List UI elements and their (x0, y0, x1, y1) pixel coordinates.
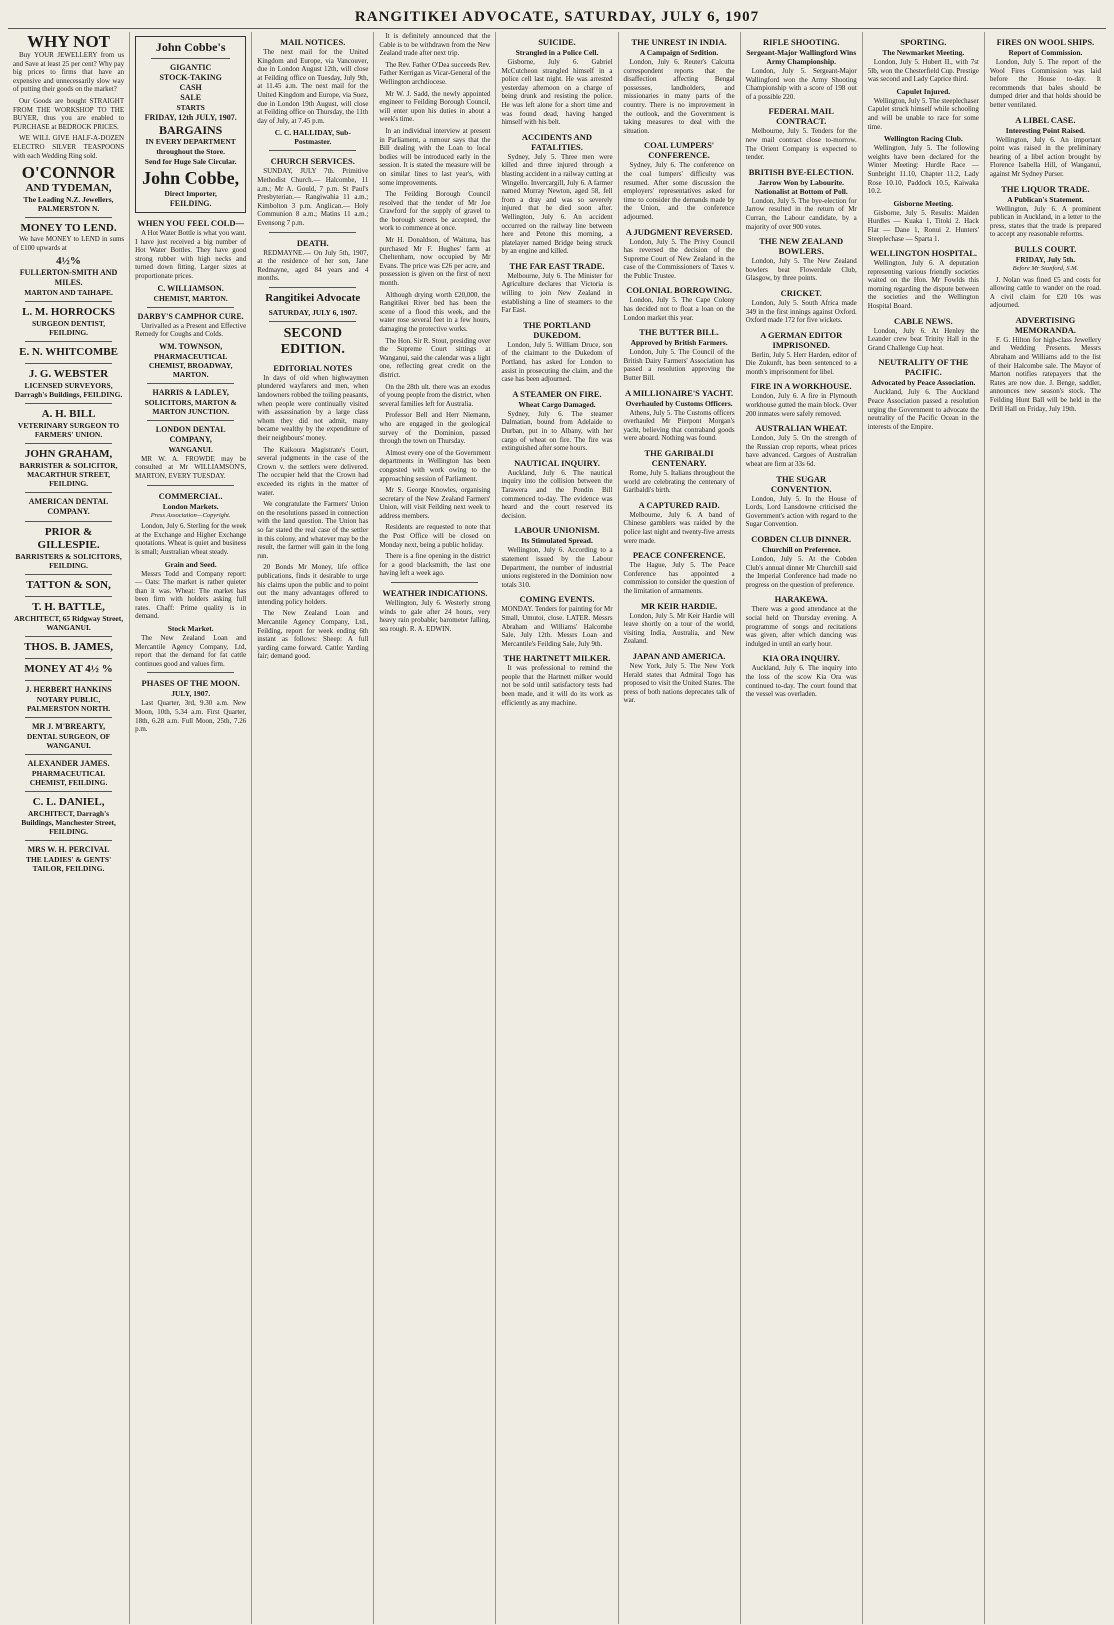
sugar-heading: THE SUGAR CONVENTION. (770, 473, 832, 494)
rifle-heading: RIFLE SHOOTING. (762, 37, 840, 47)
advertising-memoranda-heading: ADVERTISING MEMORANDA. (1014, 314, 1076, 335)
percival-title: THE LADIES' & GENTS' TAILOR, FEILDING. (25, 855, 112, 874)
bowlers-body: London, July 5. The New Zealand bowlers beat Flowerdale Club, Glasgow, by three points. (745, 257, 857, 283)
sporting-heading: SPORTING. (900, 37, 947, 47)
column-6 (619, 32, 741, 1624)
yacht-heading: A MILLIONAIRE'S YACHT. (625, 387, 734, 398)
divider (147, 672, 234, 673)
harakewa-body: There was a good attendance at the social held on Thursday evening. A programme of songs and recitations was given, after which dancing was indulged in until an early hour. (745, 605, 857, 648)
prior-title: BARRISTERS & SOLICITORS, FEILDING. (15, 552, 122, 571)
news-item: Residents are requested to note that the Post Office will be closed on Monday next, being a public holiday. (379, 523, 491, 549)
hartnett-body: It was professional to remind the people that the Hartnett milker would not be sold until satisfactory tests had been made, and it will do its work as efficiently as any machine. (501, 664, 613, 707)
newmarket-heading: The Newmarket Meeting. (882, 48, 965, 57)
cash-label: CASH (179, 83, 202, 92)
cable-news-body: London, July 6. At Henley the Leander crew beat Trinity Hall in the Grand Challenge Cup heat. (867, 326, 979, 352)
divider (25, 840, 112, 841)
news-item: In an individual interview at present in Parliament, a rumour says that the Bill dealing with the Loan to local bodies will be introduced early in the session. It is stated the measure will be on similar lines to last year's, with some improvements. (379, 126, 491, 187)
sugar-body: London, July 5. In the House of Lords, Lord Lansdowne criticised the Government's action with regard to the Sugar Convention. (745, 494, 857, 529)
alexander-title: PHARMACEUTICAL CHEMIST, FEILDING. (29, 769, 108, 788)
editorial-body-4: 20 Bonds Mr Money, life office publications, finds it desirable to urge his claims upon the public and to point out the many advantages offered to intending policy holders. (257, 563, 369, 606)
editorial-body-1: In days of old when highwaymen plundered wayfarers and men, when landowners robbed the toiling peasants, when people were continually visited with assassination by a large class whom they did not admit, many became wealthy by the expenditure of their neighbours' money. (257, 373, 369, 443)
steamer-fire-heading: A STEAMER ON FIRE. (512, 388, 602, 399)
death-body: REDMAYNE.— On July 5th, 1907, at the residence of her son, Jane Redmayne, aged 84 years and 4 months. (257, 248, 369, 283)
mcbreary-name: MR J. M'BREARTY, (31, 722, 106, 732)
why-not-body: Buy YOUR JEWELLERY from us and Save at least 25 per cent? Why pay big prices to firms that have an expensive and unnecessarily slow way of putting their goods on the market? (13, 51, 125, 94)
moon-phases-body: Last Quarter, 3rd, 9.30 a.m. New Moon, 10th, 5.34 a.m. First Quarter, 18th, 6.28 a.m. Full Moon, 25th, 7.26 p.m. (135, 699, 247, 734)
townson-name: WM. TOWNSON, (159, 341, 223, 351)
wool-fires-subheading: Report of Commission. (1008, 48, 1083, 57)
india-body: London, July 6. Reuter's Calcutta correspondent reports that the disaffection affecting Bengal possesses, landholders, and missionaries in many parts of the country. There is no improvement in the outlook, and the Government is taking measures to deal with the situation. (623, 58, 735, 135)
kia-ora-body: Auckland, July 6. The inquiry into the loss of the scow Kia Ora was continued to-day. The court found that the vessel was overladen. (745, 664, 857, 699)
gisborne-heading: Gisborne Meeting. (893, 198, 954, 208)
feilding-label: FEILDING. (169, 199, 212, 208)
darby-body: Unrivalled as a Present and Effective Remedy for Coughs and Colds. (135, 321, 247, 339)
divider (25, 636, 112, 637)
bulls-court-date: FRIDAY, July 5th. (1015, 254, 1076, 264)
yacht-subheading: Overhauled by Customs Officers. (625, 398, 733, 408)
bargains-label: BARGAINS (158, 123, 223, 137)
column-7 (741, 32, 863, 1624)
peace-heading: PEACE CONFERENCE. (632, 550, 726, 561)
editorial-body-5: The New Zealand Loan and Mercantile Agency Company, Ltd., Feilding, report for week ending 6th instant as follows: Sheep: A full yarding came forward. Cattle: Yarding fair; demand good. (257, 609, 369, 661)
kia-ora-heading: KIA ORA INQUIRY. (762, 653, 840, 664)
interest-rate: 4½% (56, 255, 81, 268)
sale-label: SALE (180, 93, 202, 102)
raid-heading: A CAPTURED RAID. (638, 499, 720, 510)
why-not-body-2: Our Goods are bought STRAIGHT FROM THE WORKSHOP TO THE BUYER, thus you are enabled to PURCHASE at BEDROCK PRICES. (13, 96, 125, 131)
libel-subheading: Interesting Point Raised. (1005, 125, 1086, 135)
liquor-body: Wellington, July 6. A prominent publican in Auckland, in a letter to the press, states that the trade is prepared to accept any reasonable reforms. (989, 204, 1101, 239)
hospital-heading: WELLINGTON HOSPITAL. (869, 248, 978, 259)
percival-name: MRS W. H. PERCIVAL (27, 845, 110, 855)
paper-date: SATURDAY, JULY 6, 1907. (268, 307, 357, 317)
japan-body: New York, July 5. The New York Herald states that Admiral Togo has proposed to visit the United States. The press of both nations deprecates talk of war. (623, 661, 735, 705)
colonial-body: London, July 5. The Cape Colony has decided not to float a loan on the London market this year. (623, 296, 735, 322)
suicide-body: Gisborne, July 6. Gabriel McCutcheon strangled himself in a police cell last night. He was arrested yesterday afternoon on a charge of being drunk and resisting the police. He was left alone for a short time and was found dead, having hanged himself with his belt. (501, 58, 613, 127)
stock-market-body: The New Zealand Loan and Mercantile Agency Company, Ltd, report that the demand for fat cattle continues good and values firm. (135, 634, 247, 668)
coal-body: Sydney, July 6. The conference on the coal lumpers' difficulty was resumed. After some discussion the employers' representatives asked for time to consider the demands made by the Union, and the conference adjourned. (623, 161, 735, 221)
divider (25, 754, 112, 755)
harris-ladley-name: HARRIS & LADLEY, (152, 387, 229, 397)
racing-club-heading: Wellington Racing Club. (883, 134, 963, 144)
why-not-body-3: WE WILL GIVE HALF-A-DOZEN ELECTRO SILVER TEASPOONS with each Wedding Ring sold. (13, 134, 125, 160)
divider (151, 58, 230, 59)
garibaldi-heading: THE GARIBALDI CENTENARY. (644, 448, 714, 468)
news-item: Mr W. J. Sadd, the newly appointed engineer to Feilding Borough Council, will enter upon his duties in about a week's time. (379, 89, 491, 124)
column-5 (496, 32, 618, 1624)
judgment-body: London, July 5. The Privy Council has reversed the decision of the Supreme Court of New Zealand in the case of the Commissioners of Taxes v. the Public Trustee. (623, 237, 735, 280)
fullerton-address: MARTON AND TAIHAPE. (24, 288, 113, 298)
importer-label: Direct Importer, (164, 189, 217, 198)
bulls-court-heading: BULLS COURT. (1014, 243, 1077, 254)
wool-fires-body: London, July 5. The report of the Wool Fires Commission was laid before the House to-day. It recommends that bales should be dumped drier and that holds should be better ventilated. (989, 58, 1101, 109)
mcbreary-title: DENTAL SURGEON, OF WANGANUI. (26, 732, 111, 751)
bye-election-subheading: Jarrow Won by Labourite. Nationalist at Bottom of Poll. (754, 177, 848, 196)
capulet-heading: Capulet Injured. (896, 86, 951, 96)
cricket-heading: CRICKET. (780, 287, 822, 298)
london-dental-body: MR W. A. FROWDE may be consulted at Mr WILLIAMSON'S, MARTON, EVERY TUESDAY. (135, 454, 247, 480)
news-item: On the 28th ult. there was an exodus of young people from the district, when several families left for Australia. (379, 382, 491, 408)
libel-heading: A LIBEL CASE. (1015, 114, 1076, 125)
divider (147, 307, 234, 308)
battle-name: T. H. BATTLE, (32, 601, 105, 614)
bill-title: VETERINARY SURGEON TO FARMERS' UNION. (17, 421, 120, 440)
bulls-court-magistrate: Before Mr Stanford, S.M. (1012, 264, 1079, 272)
webster-title: LICENSED SURVEYORS, Darragh's Buildings, FEILDING. (14, 381, 123, 400)
coming-events-heading: COMING EVENTS. (519, 594, 595, 605)
news-item: There is a fine opening in the district for a good blacksmith, the last one having left a week ago. (379, 552, 491, 578)
india-heading: THE UNREST IN INDIA. (631, 37, 727, 47)
mail-notices-body: The next mail for the United Kingdom and Europe, via Vancouver, due in London August 12th, will close at Feilding office on Tuesday, July 9th, at 11.45 a.m. The next mail for the United Kingdom and Europe, via Suez, due in London 19th August, will close at Feilding office on Thursday, the 11th day of July, at 7.45 p.m. (257, 48, 369, 125)
yacht-body: Athens, July 5. The Customs officers overhauled Mr Pierpont Morgan's yacht, believing that contraband goods were aboard. Nothing was found. (623, 408, 735, 443)
newmarket-body: London, July 5. Hubert II., with 7st 5lb, won the Chesterfield Cup. Prestige was second and Lady Caprice third. (867, 58, 979, 84)
grain-body: Messrs Todd and Company report: — Oats: The market is rather quieter than it was. Wheat: The market has been firm with holders asking full rates. Chaff: Prime quality is in demand. (135, 569, 247, 621)
paper-name: Rangitikei Advocate (265, 291, 361, 304)
judgment-heading: A JUDGMENT REVERSED. (625, 226, 733, 237)
grain-heading: Grain and Seed. (164, 559, 217, 569)
moon-phases-month: JULY, 1907. (171, 689, 211, 699)
column-2 (130, 32, 252, 1624)
divider (25, 443, 112, 444)
divider (25, 717, 112, 718)
london-dental-name: LONDON DENTAL COMPANY, (155, 424, 226, 444)
stock-market-heading: Stock Market. (167, 624, 214, 634)
williamson-name: C. WILLIAMSON. (157, 283, 224, 293)
tydeman-name: AND TYDEMAN, (25, 182, 112, 195)
fullerton-smith-name: FULLERTON-SMITH AND MILES. (19, 268, 118, 288)
divider (25, 596, 112, 597)
divider (25, 680, 112, 681)
american-dental-name: AMERICAN DENTAL COMPANY. (28, 497, 109, 517)
accidents-heading: ACCIDENTS AND FATALITIES. (521, 131, 593, 152)
gisborne-body: Gisborne, July 5. Results: Maiden Hurdles — Kuaka 1, Titoki 2. Hack Flat — Dane 1, Ronui 2. Hunters' Steeplechase — Sparta 1. (867, 208, 979, 243)
divider (269, 321, 356, 322)
column-1 (8, 32, 130, 1624)
accidents-body: Sydney, July 5. Three men were killed and three injured through a blasting accident in a railway cutting at Wingello. Invercargill, July 6. A farmer named Murray Newton, aged 58, fell from a dray and was so severely injured that he died soon after. Wellington, July 6. An accident occurred on the railway line between here and Petone this morning, a platelayer named Bridge being struck by an engine and killed. (501, 152, 613, 256)
nautical-heading: NAUTICAL INQUIRY. (514, 457, 600, 468)
bulls-court-body: J. Nolan was fined £5 and costs for allowing cattle to wander on the road. A civil claim for £20 10s was adjourned. (989, 275, 1101, 310)
hardie-body: London, July 5. Mr Keir Hardie will leave shortly on a tour of the world, visiting India, Australia, and New Zealand. (623, 611, 735, 646)
divider (269, 287, 356, 288)
divider (25, 658, 112, 659)
tatton-name: TATTON & SON, (26, 579, 111, 592)
masthead: RANGITIKEI ADVOCATE, SATURDAY, JULY 6, 1907 (8, 6, 1106, 29)
hartnett-heading: THE HARTNETT MILKER. (503, 653, 611, 664)
divider (25, 363, 112, 364)
press-association-label: Press Association—Copyright. (150, 511, 231, 519)
divider (147, 420, 234, 421)
news-item: It is definitely announced that the Cable is to be withdrawn from the New Zealand trade after next trip. (379, 32, 491, 58)
raid-body: Melbourne, July 6. A band of Chinese gamblers was raided by the police last night and twenty-five arrests were made. (623, 510, 735, 545)
portland-body: London, July 5. William Druce, son of the claimant to the Dukedom of Portland, has asked for London to assist in prosecuting the claim, and the case has been adjourned. (501, 340, 613, 384)
battle-title: ARCHITECT, 65 Ridgway Street, WANGANUI. (14, 614, 124, 633)
divider (147, 485, 234, 486)
jewellers-address: The Leading N.Z. Jewellers, PALMERSTON N. (23, 195, 114, 214)
cold-body: A Hot Water Bottle is what you want. I have just received a big number of Hot Water Bottles. They have good strong rubber with high necks and turned down fitting. Larger sizes at proportionate prices. (135, 229, 247, 280)
rifle-subheading: Sergeant-Major Wallingford Wins Army Championship. (746, 48, 857, 66)
editorial-body-2: The Kaikoura Magistrate's Court, several judgments in the case of the Crown v. the settlers were delivered. The occupier held that the Crown had exceeded its rights in the matter of water. (257, 445, 369, 497)
send-circular-label: Send for Huge Sale Circular. (144, 157, 237, 166)
wheat-body: London, July 5. On the strength of the Russian crop reports, wheat prices have advanced. Cargoes of Australian wheat are firm at 33s 6d. (745, 434, 857, 469)
portland-heading: THE PORTLAND DUKEDOM. (523, 319, 591, 340)
bowlers-heading: THE NEW ZEALAND BOWLERS. (759, 236, 844, 257)
cobden-subheading: Churchill on Preference. (761, 545, 841, 554)
money-to-lend-heading: MONEY TO LEND. (20, 222, 117, 235)
hardie-heading: MR KEIR HARDIE. (640, 600, 718, 611)
cricket-body: London, July 5. South Africa made 349 in the first innings against Oxford. Oxford made 172 for five wickets. (745, 298, 857, 325)
postmaster-signature: C. C. HALLIDAY, Sub-Postmaster. (274, 128, 351, 147)
column-8 (863, 32, 985, 1624)
divider (25, 791, 112, 792)
divider (269, 232, 356, 233)
suicide-subheading: Strangled in a Police Cell. (515, 48, 599, 57)
suicide-heading: SUICIDE. (538, 37, 576, 47)
butter-heading: THE BUTTER BILL. (639, 327, 719, 338)
divider (25, 492, 112, 493)
hankins-title: NOTARY PUBLIC, PALMERSTON NORTH. (26, 695, 111, 714)
commercial-heading: COMMERCIAL. (158, 490, 223, 501)
coming-events-body: MONDAY. Tenders for painting for Mr Small, Umutoi, close. LATER. Messrs Abraham and Williams' Halcombe Sale, July 12th. Messrs Loan and Mercantile's Feilding Sale, July 9th. (501, 605, 613, 648)
news-item: Professor Bell and Herr Niemann, who are engaged in the geological survey of the Dominion, passed through the town on Thursday. (379, 411, 491, 446)
prior-gillespie-name: PRIOR & GILLESPIE. (37, 526, 100, 552)
darby-heading: DARBY'S CAMPHOR CURE. (137, 311, 244, 321)
german-editor-heading: A GERMAN EDITOR IMPRISONED. (760, 329, 843, 350)
rifle-body: London, July 5. Sergeant-Major Wallingford won the Army Shooting Championship with a score of 198 out of a possible 220. (745, 67, 857, 101)
colonial-heading: COLONIAL BORROWING. (626, 285, 732, 296)
cobden-heading: COBDEN CLUB DINNER. (751, 534, 852, 544)
cobden-body: London, July 5. At the Cobden Club's annual dinner Mr Churchill said the Imperial Conference had made no progress on the question of preference. (745, 555, 857, 589)
church-services-heading: CHURCH SERVICES. (270, 156, 355, 167)
german-editor-body: Berlin, July 5. Herr Harden, editor of Die Zukunft, has been sentenced to a month's imprisonment for libel. (745, 350, 857, 376)
church-services-body: SUNDAY, JULY 7th. Primitive Methodist Church.— Halcombe, 11 a.m.; Mr A. Gould, 7 p.m. St Paul's Presbyterian.— Rangiwahia 11 a.m.; Kimbolton 3 p.m. Anglican.— Holy Communion 8 a.m.; Matins 11 a.m.; Evensong 7 p.m. (257, 167, 369, 227)
news-item: Mr H. Donaldson, of Waituna, has purchased Mr F. Hughes' farm at Cheltenham, now occupied by Mr Evans. The price was £26 per acre, and possession is given on the first of next month. (379, 236, 491, 288)
mail-notices-heading: MAIL NOTICES. (280, 37, 346, 47)
far-east-heading: THE FAR EAST TRADE. (509, 260, 605, 271)
federal-mail-body: Melbourne, July 5. Tenders for the new mail contract close to-morrow. The Orient Company is expected to tender. (745, 127, 857, 162)
bye-election-body: London, July 5. The bye-election for Jarrow resulted in the return of Mr Curran, the Labour candidate, by a majority of over 900 votes. (745, 196, 857, 231)
harakewa-heading: HARAKEWA. (774, 594, 828, 605)
bye-election-heading: BRITISH BYE-ELECTION. (748, 166, 854, 177)
labour-body: Wellington, July 6. According to a statement issued by the Labour Department, the number of industrial unions registered in the Dominion now totals 310. (501, 546, 613, 589)
hankins-name: J. HERBERT HANKINS (25, 685, 112, 695)
far-east-body: Melbourne, July 6. The Minister for Agriculture declares that Victoria is willing to join New Zealand in establishing a line of steamers to the Far East. (501, 271, 613, 315)
divider (25, 341, 112, 342)
steamer-fire-subheading: Wheat Cargo Damaged. (518, 399, 596, 409)
horrocks-title: SURGEON DENTIST, FEILDING. (31, 319, 106, 338)
james-name: THOS. B. JAMES, (24, 641, 114, 654)
cable-news-heading: CABLE NEWS. (894, 315, 953, 326)
news-item: Mr S. George Knowles, organising secretary of the New Zealand Farmers' Union, will visit Feilding next week to address members. (379, 486, 491, 520)
divider (25, 301, 112, 302)
news-item: Almost every one of the Government departments in Wellington has been congested with work owing to the approaching session of Parliament. (379, 448, 491, 483)
divider (391, 582, 478, 583)
divider (269, 150, 356, 151)
money-to-lend-body: We have MONEY to LEND in sums of £100 upwards at (13, 235, 125, 252)
neutrality-heading: NEUTRALITY OF THE PACIFIC. (878, 357, 969, 378)
horrocks-name: L. M. HORROCKS (22, 306, 115, 319)
oconnor-name: O'CONNOR (21, 163, 116, 183)
townson-title: PHARMACEUTICAL CHEMIST, BROADWAY, MARTON. (148, 351, 233, 379)
capulet-body: Wellington, July 5. The steeplechaser Capulet struck himself while schooling and will be unable to race for some time. (867, 96, 979, 131)
coal-heading: COAL LUMPERS' CONFERENCE. (644, 140, 715, 161)
graham-name: JOHN GRAHAM, (24, 448, 113, 461)
why-not-heading: WHY NOT (27, 32, 111, 51)
hospital-body: Wellington, July 6. A deputation representing various friendly societies waited on the Hon. Mr Fowlds this morning regarding the dispute between the societies and the Wellington Hospital Board. (867, 259, 979, 311)
cold-heading: WHEN YOU FEEL COLD— (137, 218, 244, 228)
editorial-body-3: We congratulate the Farmers' Union on the resolutions passed in connection with the land question. The Union has so far stated the real case of the settler in this colony, and whatever may be the result, the farmer will gain in the long run. (257, 500, 369, 560)
cobbe-name: John Cobbe's (155, 40, 226, 54)
advertising-memoranda-body: F. G. Hilton for high-class Jewellery and Wedding Presents. Messrs Abraham and Williams add to the list of their Halcombe sale. The Mayor of Marton notifies ratepayers that the Rates are now due. J. Benge, saddler, announces new season's stock. The Feilding Hunt Ball will be held in the Drill Hall on Friday, July 19th. (989, 335, 1101, 413)
daniel-title: ARCHITECT, Darragh's Buildings, Manchester Street, FEILDING. (21, 809, 116, 837)
divider (25, 217, 112, 218)
divider (147, 383, 234, 384)
nautical-body: Auckland, July 6. The nautical inquiry into the collision between the Tarawera and the Pondin Bill commenced to-day. The evidence was heard and the court reserved its decision. (501, 468, 613, 520)
steamer-fire-body: Sydney, July 6. The steamer Dalmatian, bound from Adelaide to Durban, put in to Albany, with her cargo of wheat on fire. The fire was extinguished after some hours. (501, 409, 613, 453)
wheat-heading: AUSTRALIAN WHEAT. (755, 423, 848, 434)
libel-body: Wellington, July 6. An important point was raised in the preliminary hearing of a libel action brought by Florence Isabella Hill, of Wanganui, against Mr Sydney Purser. (989, 135, 1101, 178)
london-dental-city: WANGANUI. (168, 444, 213, 454)
columns (8, 32, 1106, 1624)
stocktaking-label: STOCK-TAKING (159, 73, 222, 82)
neutrality-body: Auckland, July 6. The Auckland Peace Association passed a resolution urging the Government to advocate the neutrality of the Pacific Ocean in the interests of the Empire. (867, 388, 979, 431)
divider (25, 403, 112, 404)
williamson-title: CHEMIST, MARTON. (153, 293, 228, 303)
butter-subheading: Approved by British Farmers. (630, 338, 728, 348)
cobbe-sale-advert (135, 36, 246, 213)
column-9 (985, 32, 1106, 1624)
gigantic-label: GIGANTIC (169, 63, 212, 72)
news-item: The Rev. Father O'Dea succeeds Rev. Father Kerrigan as Vicar-General of the Wellington archdiocese. (379, 60, 491, 86)
starts-label: STARTS (176, 103, 205, 112)
workhouse-body: London, July 6. A fire in Plymouth workhouse gutted the main block. Over 200 inmates were safely removed. (745, 392, 857, 418)
moon-phases-heading: PHASES OF THE MOON. (141, 678, 240, 689)
labour-subheading: Its Stimulated Spread. (521, 536, 593, 546)
divider (25, 574, 112, 575)
butter-body: London, July 5. The Council of the British Dairy Farmers' Association has passed a resolution approving the Butter Bill. (623, 348, 735, 383)
throughout-label: throughout the Store. (156, 147, 225, 156)
alexander-name: ALEXANDER JAMES. (27, 759, 110, 769)
india-subheading: A Campaign of Sedition. (639, 48, 719, 57)
london-markets-body: London, July 6. Sterling for the week at the Exchange and Higher Exchange quotations. Wheat is quiet and business is small; Australian wheat steady. (135, 522, 247, 556)
weather-heading: WEATHER INDICATIONS. (382, 588, 488, 599)
racing-club-body: Wellington, July 5. The following weights have been declared for the Winter Meeting: Hurdle Race — Sunbright 11.10, Chapter 11.2, Lady Rose 10.10, Paddock 10.5, Kaiwaka 10.2. (867, 144, 979, 196)
garibaldi-body: Rome, July 5. Italians throughout the world are celebrating the centenary of Garibaldi's birth. (623, 469, 735, 495)
wool-fires-heading: FIRES ON WOOL SHIPS. (996, 37, 1095, 47)
workhouse-heading: FIRE IN A WORKHOUSE. (750, 381, 852, 392)
liquor-heading: THE LIQUOR TRADE. (1001, 183, 1090, 194)
every-department-label: IN EVERY DEPARTMENT (145, 137, 236, 146)
bill-name: A. H. BILL (41, 408, 96, 421)
labour-heading: LABOUR UNIONISM. (514, 525, 600, 536)
neutrality-subheading: Advocated by Peace Association. (871, 378, 976, 388)
sale-date: FRIDAY, 12th JULY, 1907. (144, 113, 237, 122)
london-markets-heading: London Markets. (162, 501, 219, 511)
weather-body: Wellington, July 6. Westerly strong winds to gale after 24 hours, very heavy rain probable; barometer falling, sea rough. R. A. EDWIN. (379, 599, 491, 633)
column-4 (374, 32, 496, 1624)
graham-title: BARRISTER & SOLICITOR, MACARTHUR STREET, FEILDING. (19, 461, 118, 489)
daniel-name: C. L. DANIEL, (32, 796, 105, 809)
webster-name: J. G. WEBSTER (28, 368, 109, 381)
money-at-heading: MONEY AT 4½ % (24, 663, 113, 676)
divider (25, 521, 112, 522)
news-item: The Feilding Borough Council resolved that the tender of Mr Joe Crawford for the supply of gravel to the borough streets be accepted, the work to commence at once. (379, 190, 491, 233)
federal-mail-heading: FEDERAL MAIL CONTRACT. (768, 106, 834, 127)
death-heading: DEATH. (296, 237, 329, 248)
second-edition-heading: SECOND EDITION. (280, 325, 345, 357)
liquor-subheading: A Publican's Statement. (1007, 194, 1084, 204)
news-item: The Hon. Sir R. Stout, presiding over the Supreme Court sittings at Wanganui, said the calendar was a light one, reflecting great credit on the district. (379, 336, 491, 379)
editorial-notes-heading: EDITORIAL NOTES (273, 362, 353, 373)
harris-title: SOLICITORS, MARTON & MARTON JUNCTION. (144, 397, 237, 416)
cobbe-signature-name: John Cobbe, (142, 168, 240, 188)
news-item: Although drying worth £20,000, the Rangitikei River bed has been the scene of a flood this week, and the water rose several feet in a few hours, damaging the protective works. (379, 290, 491, 333)
whitcombe-name: E. N. WHITCOMBE (19, 346, 118, 359)
column-3 (252, 32, 374, 1624)
peace-body: The Hague, July 5. The Peace Conference has appointed a commission to consider the question of the limitation of armaments. (623, 561, 735, 595)
japan-heading: JAPAN AND AMERICA. (632, 650, 726, 661)
